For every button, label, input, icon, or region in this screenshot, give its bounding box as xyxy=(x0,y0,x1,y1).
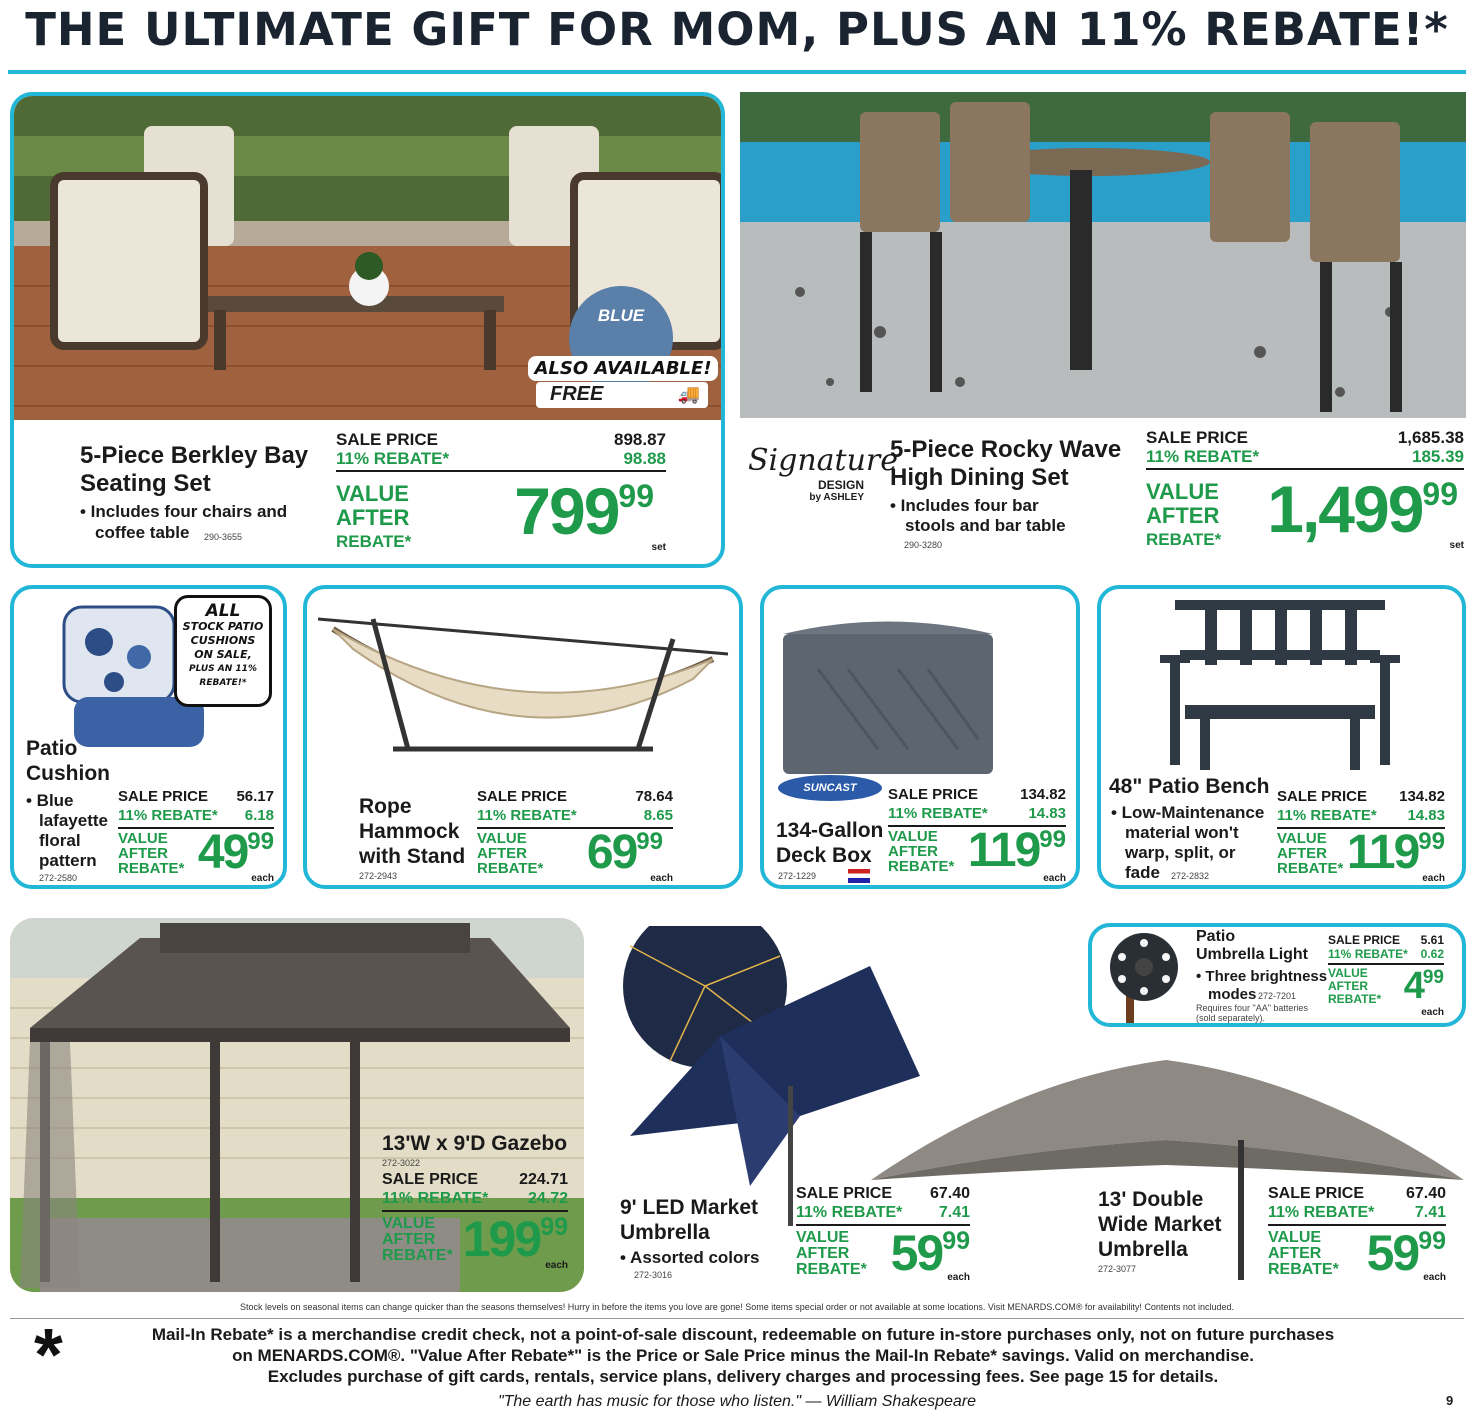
umbrella-light-photo xyxy=(1096,927,1196,1027)
rocky-bullet1: • Includes four bar xyxy=(890,496,1039,515)
rocky-title-line1: 5-Piece Rocky Wave xyxy=(890,436,1122,463)
led-umbrella-sku: 272-3016 xyxy=(634,1270,673,1280)
cushion-title-line1: Patio xyxy=(26,737,78,760)
bench-final-price: $119^{99}$ xyxy=(1346,826,1445,879)
umbrella-light-final-price: $4^{99}$ xyxy=(1403,965,1444,1007)
berkley-sku: 290-3655 xyxy=(204,532,243,542)
deckbox-sku: 272-1229 xyxy=(778,871,817,881)
led-umbrella-sale-price: 67.40 xyxy=(929,1185,970,1202)
bench-sale-price: 134.82 xyxy=(1399,788,1445,805)
led-umbrella-final-price: $59^{99}$ xyxy=(890,1225,970,1281)
rocky-sku: 290-3280 xyxy=(904,540,943,550)
umbrella-light-title-line1: Patio xyxy=(1196,928,1236,945)
rocky-bullet2: stools and bar table xyxy=(905,516,1066,535)
gazebo-sale-price: 224.71 xyxy=(519,1171,568,1188)
ashley-logo-design: DESIGN xyxy=(817,478,864,492)
sale-price-label: SALE PRICE xyxy=(336,430,439,449)
rocky-rebate: 185.39 xyxy=(1412,447,1464,466)
bench-bullet2: material won't xyxy=(1125,823,1239,842)
gazebo-price-block: SALE PRICE 224.71 11% REBATE* 24.72 VALUE AFTER REBATE* $199^{99}$ each xyxy=(382,1171,568,1271)
shakespeare-quote: "The earth has music for those who listen." — William Shakespeare xyxy=(497,1393,977,1410)
umbrella-light-bullet1: • Three brightness xyxy=(1196,968,1328,985)
rocky-price-block: SALE PRICE 1,685.38 11% REBATE* 185.39 VALUE AFTER REBATE* 1,499$^{99}$ set xyxy=(1146,428,1464,551)
umbrella-light-sale-price: 5.61 xyxy=(1420,933,1444,947)
hammock-final-price: $69^{99}$ xyxy=(586,826,663,879)
deckbox-title-line2: Deck Box xyxy=(776,844,872,867)
double-umbrella-price-block: SALE PRICE 67.40 11% REBATE* 7.41 VALUE AFTER REBATE* $59^{99}$ each xyxy=(1268,1185,1446,1283)
deck-box-photo xyxy=(778,609,998,779)
ashley-logo-by: by ASHLEY xyxy=(809,492,864,503)
bench-bullet4: fade xyxy=(1125,863,1160,882)
gazebo-final-price: $199^{99}$ xyxy=(462,1211,568,1267)
bench-title: 48" Patio Bench xyxy=(1109,775,1270,798)
product-card-gazebo[interactable] xyxy=(10,918,584,1292)
suncast-logo: SUNCAST xyxy=(778,775,882,801)
bench-rebate: 14.83 xyxy=(1407,807,1445,824)
berkley-rebate: 98.88 xyxy=(623,449,666,468)
umbrella-light-sku: 272-7201 xyxy=(1258,991,1297,1001)
rebate-disclaimer-line2: on MENARDS.COM®. "Value After Rebate*" is the Price or Sale Price minus the Mail-In Rebate* savings. Valid on merchandise. xyxy=(232,1346,1254,1365)
hammock-photo xyxy=(313,599,733,769)
umbrella-light-note2: (sold separately). xyxy=(1196,1013,1266,1023)
rebate-disclaimer-line1: Mail-In Rebate* is a merchandise credit check, not a point-of-sale discount, redeemable on future in-store purchases only, not on future purchases xyxy=(151,1325,1335,1344)
value-label: VALUE xyxy=(336,481,409,506)
cushion-unit: each xyxy=(251,873,274,884)
rocky-final-price: 1,499$^{99}$ xyxy=(1267,472,1458,546)
hammock-rebate: 8.65 xyxy=(643,807,673,824)
product-card-deck-box[interactable] xyxy=(760,585,1080,889)
product-card-patio-bench[interactable] xyxy=(1097,585,1466,889)
product-card-umbrella-light[interactable] xyxy=(1088,923,1466,1027)
cushion-bullet2: lafayette xyxy=(39,811,108,830)
cushion-callout: ALL STOCK PATIO CUSHIONS ON SALE, PLUS AN 11% REBATE!* xyxy=(174,595,272,707)
cushion-price-block: SALE PRICE 56.17 11% REBATE* 6.18 VALUE AFTER REBATE* $49^{99}$ each xyxy=(118,788,274,884)
berkley-bullet1: • Includes four chairs and xyxy=(80,502,288,521)
double-umbrella-sale-price: 67.40 xyxy=(1405,1185,1446,1202)
headline-rule xyxy=(8,70,1466,74)
berkley-price-block xyxy=(336,430,666,560)
deckbox-final-price: $119^{99}$ xyxy=(967,824,1066,877)
rebate-disclaimer-line3: Excludes purchase of gift cards, rentals, service plans, delivery charges and processing fees. See page 15 for details. xyxy=(267,1367,1219,1386)
bench-price-block: SALE PRICE 134.82 11% REBATE* 14.83 VALUE AFTER REBATE* $119^{99}$ each xyxy=(1277,788,1445,884)
free-shipping-badge xyxy=(536,382,708,408)
product-card-rope-hammock[interactable] xyxy=(303,585,743,889)
berkley-final-price: $799^{99}$ xyxy=(514,474,654,548)
umbrella-light-price-block: SALE PRICE 5.61 11% REBATE* 0.62 VALUE AFTER REBATE* $4^{99}$ each xyxy=(1328,933,1444,1018)
hammock-title-line1: Rope xyxy=(359,795,412,818)
rebate-label: 11% REBATE* xyxy=(336,449,450,468)
double-umbrella-sku: 272-3077 xyxy=(1098,1264,1137,1274)
cushion-bullet4: pattern xyxy=(39,851,97,870)
truck-icon: 🚚 xyxy=(677,384,700,404)
usa-flag-icon xyxy=(848,869,870,883)
led-umbrella-price-block: SALE PRICE 67.40 11% REBATE* 7.41 VALUE AFTER REBATE* $59^{99}$ each xyxy=(796,1185,970,1283)
berkley-sale-price: 898.87 xyxy=(614,430,666,449)
rebate-star-label: REBATE* xyxy=(336,532,412,551)
led-umbrella-unit: each xyxy=(947,1272,970,1283)
cushion-bullet3: floral xyxy=(39,831,81,850)
asterisk-icon: * xyxy=(34,1313,63,1396)
rocky-wave-photo xyxy=(740,92,1466,418)
hammock-title-line3: with Stand xyxy=(359,845,466,868)
footer-divider xyxy=(10,1318,1464,1319)
deckbox-price-block: SALE PRICE 134.82 11% REBATE* 14.83 VALUE AFTER REBATE* $119^{99}$ each xyxy=(888,786,1066,884)
cushion-bullet1: • Blue xyxy=(26,791,74,810)
cushion-rebate: 6.18 xyxy=(244,807,274,824)
product-card-patio-cushion[interactable] xyxy=(10,585,287,889)
double-umbrella-unit: each xyxy=(1423,1272,1446,1283)
double-umbrella-final-price: $59^{99}$ xyxy=(1366,1225,1446,1281)
double-umbrella-rebate: 7.41 xyxy=(1414,1204,1446,1221)
led-umbrella-rebate: 7.41 xyxy=(938,1204,970,1221)
hammock-price-block: SALE PRICE 78.64 11% REBATE* 8.65 VALUE AFTER REBATE* $69^{99}$ each xyxy=(477,788,673,884)
led-umbrella-title-line1: 9' LED Market xyxy=(620,1196,759,1219)
cushion-title-line2: Cushion xyxy=(26,762,110,785)
gazebo-sku: 272-3022 xyxy=(382,1158,421,1168)
ashley-logo xyxy=(748,443,899,536)
hammock-title-line2: Hammock xyxy=(359,820,460,843)
double-umbrella-title-line2: Wide Market xyxy=(1098,1213,1222,1236)
led-umbrella-title-line2: Umbrella xyxy=(620,1221,710,1244)
rocky-title-line2: High Dining Set xyxy=(890,464,1069,491)
umbrella-light-unit: each xyxy=(1421,1007,1444,1018)
berkley-title-line2: Seating Set xyxy=(80,470,211,497)
berkley-title-line1: 5-Piece Berkley Bay xyxy=(80,442,309,469)
page-number: 9 xyxy=(1446,1393,1454,1408)
cushion-final-price: $49^{99}$ xyxy=(197,826,274,879)
free-shipping-label: FREE xyxy=(550,383,604,405)
gazebo-rebate: 24.72 xyxy=(527,1190,568,1207)
page-headline: THE ULTIMATE GIFT FOR MOM, PLUS AN 11% REBATE!* xyxy=(25,3,1449,56)
umbrella-light-title-line2: Umbrella Light xyxy=(1196,946,1309,963)
gazebo-title: 13'W x 9'D Gazebo xyxy=(382,1132,568,1155)
ashley-logo-script: Signature xyxy=(748,443,899,478)
umbrella-light-note1: Requires four "AA" batteries xyxy=(1196,1003,1308,1013)
rebate-disclaimer xyxy=(88,1324,1398,1387)
umbrella-light-bullet2: modes xyxy=(1208,986,1257,1003)
hammock-sku: 272-2943 xyxy=(359,871,398,881)
rocky-sale-price: 1,685.38 xyxy=(1397,428,1464,447)
umbrella-light-rebate: 0.62 xyxy=(1420,947,1444,961)
bench-bullet3: warp, split, or xyxy=(1125,843,1236,862)
rocky-unit: set xyxy=(1449,540,1464,551)
product-card-rocky-wave[interactable] xyxy=(740,92,1466,568)
deckbox-sale-price: 134.82 xyxy=(1020,786,1066,803)
bench-bullet1: • Low-Maintenance xyxy=(1111,803,1265,822)
stock-disclaimer: Stock levels on seasonal items can change quicker than the seasons themselves! Hurry in before the items you love are gone! Some items special order or not available at some locations. Visit MENARDS.COM® for availability! Contents not included. xyxy=(240,1302,1234,1312)
berkley-bullet2: coffee table xyxy=(95,523,190,542)
double-umbrella-title-line1: 13' Double xyxy=(1098,1188,1204,1211)
deckbox-title-line1: 134-Gallon xyxy=(776,819,884,842)
double-umbrella-title-line3: Umbrella xyxy=(1098,1238,1188,1261)
hammock-unit: each xyxy=(650,873,673,884)
berkley-unit: set xyxy=(651,542,666,553)
bench-photo xyxy=(1155,595,1405,775)
deckbox-unit: each xyxy=(1043,873,1066,884)
bench-unit: each xyxy=(1422,873,1445,884)
gazebo-unit: each xyxy=(545,1260,568,1271)
deckbox-rebate: 14.83 xyxy=(1028,805,1066,822)
led-umbrella-bullet: • Assorted colors xyxy=(620,1248,760,1267)
after-label: AFTER xyxy=(336,505,410,530)
blue-swatch-badge: BLUE xyxy=(569,286,673,390)
bench-sku: 272-2832 xyxy=(1171,871,1210,881)
product-card-berkley[interactable] xyxy=(10,92,725,568)
cushion-sku: 272-2580 xyxy=(39,873,78,883)
also-available-label: ALSO AVAILABLE! xyxy=(528,356,718,381)
cushion-sale-price: 56.17 xyxy=(236,788,274,805)
hammock-sale-price: 78.64 xyxy=(635,788,673,805)
